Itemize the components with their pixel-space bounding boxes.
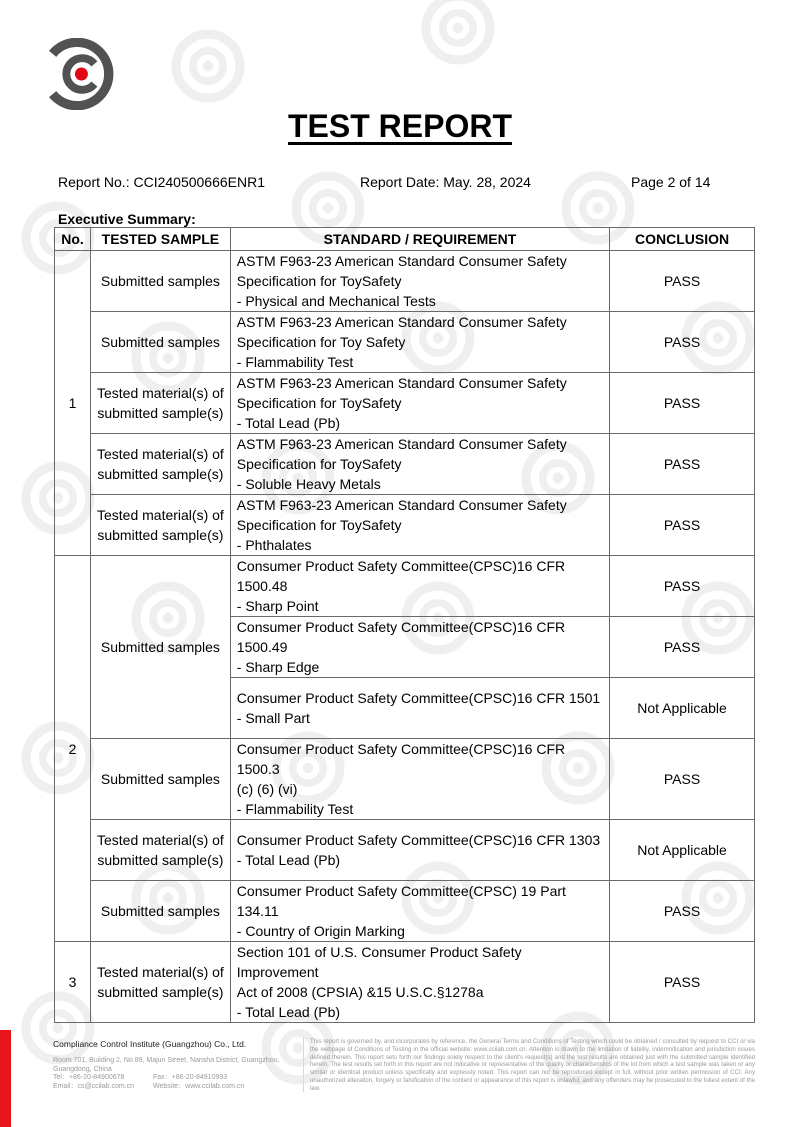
footer-accent-bar [0,1030,11,1127]
tested-sample-cell: Tested material(s) of submitted sample(s) [90,942,230,1023]
footer-website: Website：www.ccilab.com.cn [153,1082,245,1090]
standard-line: - Soluble Heavy Metals [236,476,381,492]
standard-line: Consumer Product Safety Committee(CPSC)16 CFR 1501 [236,690,601,706]
standard-line: ASTM F963-23 American Standard Consumer Safety [236,375,567,391]
standard-cell [230,556,609,617]
tested-sample-cell: Submitted samples [90,556,230,739]
tested-sample-cell: Submitted samples [90,881,230,942]
table-row [55,373,755,434]
standard-line: - Physical and Mechanical Tests [236,293,436,309]
table-row [55,312,755,373]
tested-sample-cell: Submitted samples [90,251,230,312]
standard-line: - Sharp Point [236,598,319,614]
table-row [55,434,755,495]
conclusion-cell: PASS [610,434,755,495]
standard-line: - Sharp Edge [236,659,320,675]
standard-line: Consumer Product Safety Committee(CPSC)16 CFR [236,619,566,635]
footer-contact [53,1057,298,1091]
standard-line: Specification for ToySafety [236,273,402,289]
standard-line: - Flammability Test [236,801,354,817]
footer-email: Email：cs@ccilab.com.cn [53,1082,135,1090]
standard-line: - Phthalates [236,537,312,553]
standard-line: - Country of Origin Marking [236,923,405,939]
conclusion-cell: PASS [610,251,755,312]
item-number: 1 [55,251,91,556]
item-number: 3 [55,942,91,1023]
standard-cell [230,617,609,678]
footer-company-name: Compliance Control Institute (Guangzhou) Co., Ltd. [53,1039,247,1049]
standard-cell [230,373,609,434]
footer-fax: Fax：+86-20-84910993 [153,1074,228,1082]
table-row [55,495,755,556]
page-number: Page 2 of 14 [631,174,711,190]
table-row [55,556,755,617]
standard-line: ASTM F963-23 American Standard Consumer Safety [236,253,567,269]
standard-line: Specification for ToySafety [236,517,402,533]
standard-line: - Flammability Test [236,354,354,370]
conclusion-cell: PASS [610,495,755,556]
standard-cell [230,678,609,739]
item-number: 2 [55,556,91,942]
standard-line: Specification for ToySafety [236,395,402,411]
standard-cell [230,312,609,373]
standard-line: ASTM F963-23 American Standard Consumer Safety [236,497,567,513]
column-header-conclusion: CONCLUSION [610,228,755,251]
tested-sample-cell: Tested material(s) of submitted sample(s) [90,373,230,434]
standard-line: Specification for ToySafety [236,456,402,472]
executive-summary-heading: Executive Summary: [58,211,196,227]
table-row [55,881,755,942]
standard-line: Specification for Toy Safety [236,334,406,350]
table-row [55,942,755,1023]
conclusion-cell: Not Applicable [610,678,755,739]
standard-cell [230,434,609,495]
standard-line: - Total Lead (Pb) [236,415,341,431]
column-header-no: No. [55,228,91,251]
footer-legal-disclaimer: This report is governed by, and incorporates by reference, the General Terms and Conditions of Testing which could be obtained / consulted by request to CCI or via the webpage of Conditions of Testing in the official website: www.ccilab.com.cn. Attention is drawn to the limitation of liability, indemnification and jurisdiction issues defined therein. This report sets forth our findings solely respect to the client's request(s) and the test results are obtained just with the submitted sample identified herein. The test results set forth in this report are not indicative or representative of the quality or characteristics of the lot from which a test sample was taken or any similar or identical product unless specifically and expressly noted. This report can not be reproduced except in full, without prior written permission of CCI. Any unauthorized alteration, forgery or falsification of the content or appearance of this report is unlawful, and any offenders may be prosecuted to the fullest extent of the law. [310,1038,755,1092]
table-row [55,820,755,881]
standard-line: Act of 2008 (CPSIA) &15 U.S.C.§1278a [236,984,484,1000]
tested-sample-cell: Tested material(s) of submitted sample(s) [90,434,230,495]
conclusion-cell: PASS [610,312,755,373]
standard-cell [230,881,609,942]
report-date: Report Date: May. 28, 2024 [360,174,531,190]
standard-line: 1500.48 [236,578,288,594]
conclusion-cell: PASS [610,373,755,434]
footer-address: Room 701, Building 2, No.89, Majun Street, Nansha District, Guangzhou, Guangdong, China [53,1057,280,1073]
tested-sample-cell: Submitted samples [90,312,230,373]
standard-line: ASTM F963-23 American Standard Consumer Safety [236,436,567,452]
tested-sample-cell: Submitted samples [90,739,230,820]
footer-tel: Tel：+86-20-84900678 [53,1074,125,1082]
tested-sample-cell: Tested material(s) of submitted sample(s) [90,495,230,556]
standard-line: - Small Part [236,710,310,726]
standard-line: Consumer Product Safety Committee(CPSC) 19 Part 134.11 [236,883,566,919]
standard-cell [230,739,609,820]
standard-cell [230,820,609,881]
column-header-tested-sample: TESTED SAMPLE [90,228,230,251]
table-row [55,251,755,312]
standard-line: Consumer Product Safety Committee(CPSC)16 CFR [236,558,566,574]
report-number: Report No.: CCI240500666ENR1 [58,174,266,190]
conclusion-cell: PASS [610,881,755,942]
tested-sample-cell: Tested material(s) of submitted sample(s) [90,820,230,881]
standard-line: Section 101 of U.S. Consumer Product Safety Improvement [236,944,522,980]
conclusion-cell: PASS [610,556,755,617]
standard-cell [230,251,609,312]
table-header-row [55,228,755,251]
conclusion-cell: PASS [610,617,755,678]
conclusion-cell: PASS [610,739,755,820]
watermark-logo-icon [170,28,246,104]
watermark-logo-icon [420,0,496,66]
executive-summary-table [54,227,755,1023]
standard-cell [230,942,609,1023]
standard-line: - Total Lead (Pb) [236,852,341,868]
standard-line: Consumer Product Safety Committee(CPSC)16 CFR 1303 [236,832,601,848]
standard-cell [230,495,609,556]
conclusion-cell: Not Applicable [610,820,755,881]
cci-logo-icon [44,38,116,110]
footer-divider [303,1037,304,1092]
column-header-standard: STANDARD / REQUIREMENT [230,228,609,251]
conclusion-cell: PASS [610,942,755,1023]
standard-line: - Total Lead (Pb) [236,1004,341,1020]
standard-line: (c) (6) (vi) [236,781,298,797]
standard-line: ASTM F963-23 American Standard Consumer Safety [236,314,567,330]
standard-line: 1500.49 [236,639,288,655]
page-title: TEST REPORT [287,108,512,144]
table-row [55,739,755,820]
standard-line: Consumer Product Safety Committee(CPSC)16 CFR 1500.3 [236,741,566,777]
